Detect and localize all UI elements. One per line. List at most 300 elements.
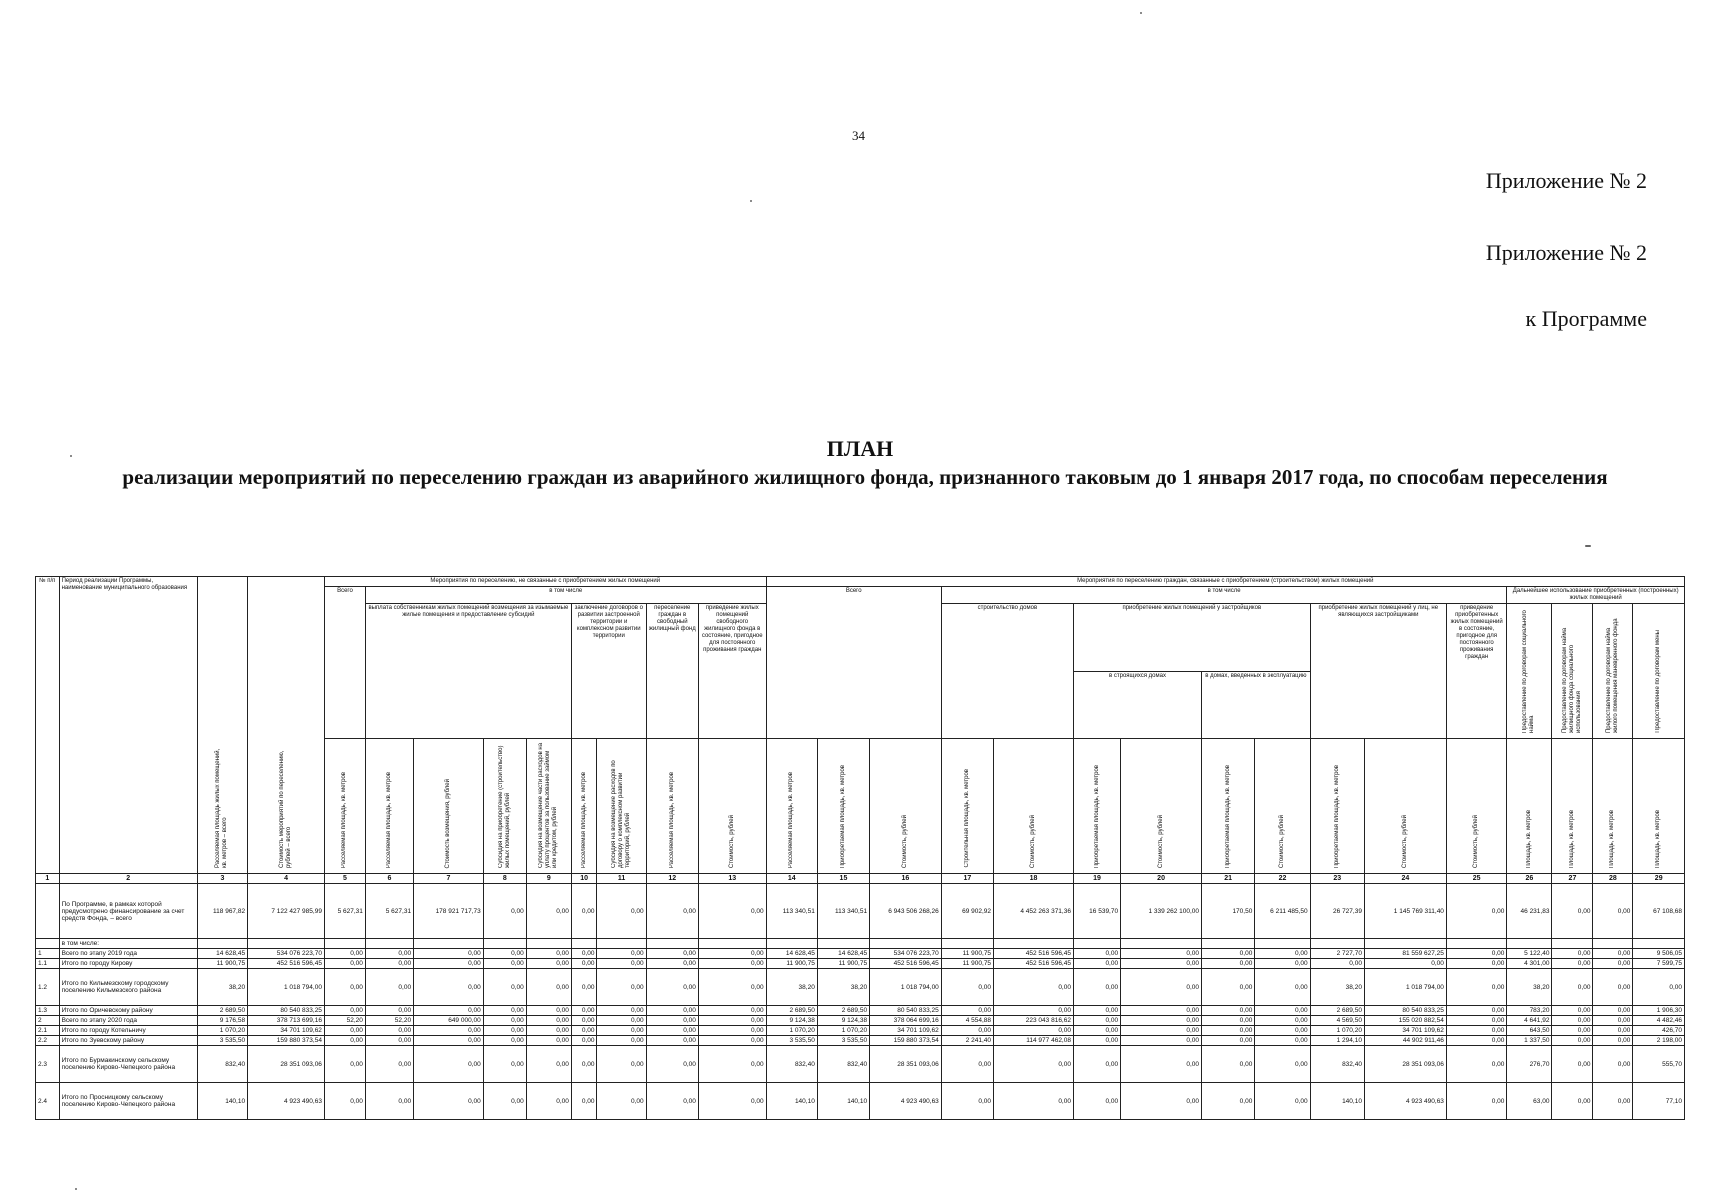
table-cell: 0,00: [597, 884, 646, 939]
table-row: [36, 939, 1685, 949]
table-cell: 0,00: [1255, 1026, 1310, 1036]
table-cell: 0,00: [1552, 1006, 1593, 1016]
table-cell: 0,00: [1593, 969, 1633, 1006]
table-cell: 4 301,00: [1507, 959, 1552, 969]
table-cell: 0,00: [698, 1046, 766, 1083]
table-cell: 0,00: [571, 969, 597, 1006]
table-cell: 0,00: [483, 1016, 526, 1026]
table-cell: 9 124,38: [766, 1016, 817, 1026]
table-cell: 0,00: [597, 1006, 646, 1016]
table-cell: 67 108,68: [1633, 884, 1685, 939]
table-cell: 0,00: [1593, 884, 1633, 939]
table-cell: 69 902,92: [941, 884, 993, 939]
table-cell: 0,00: [1552, 1036, 1593, 1046]
table-cell: [1364, 939, 1446, 949]
table-row: [36, 1016, 1685, 1026]
document-title: ПЛАН: [826, 436, 894, 461]
table-cell: 6 943 506 268,26: [870, 884, 942, 939]
table-cell: 643,50: [1507, 1026, 1552, 1036]
table-cell: 0,00: [1552, 1046, 1593, 1083]
table-cell: 0,00: [571, 1006, 597, 1016]
table-row: [36, 1006, 1685, 1016]
table-cell: [1121, 939, 1202, 949]
scan-speck: [1585, 545, 1591, 547]
table-cell: 46 231,83: [1507, 884, 1552, 939]
appendix-line-2: Приложение № 2: [1485, 240, 1647, 265]
column-number: 6: [365, 874, 413, 884]
column-number: 12: [646, 874, 698, 884]
table-cell: 0,00: [698, 1016, 766, 1026]
scan-speck: [1140, 12, 1142, 14]
table-cell: 0,00: [1552, 1026, 1593, 1036]
table-cell: 0,00: [1121, 1036, 1202, 1046]
table-cell: 555,70: [1633, 1046, 1685, 1083]
column-number: 15: [817, 874, 869, 884]
col-25-header: Стоимость, рублей: [1446, 739, 1506, 874]
col-27-header: Площадь, кв. метров: [1552, 739, 1593, 874]
table-cell: 649 000,00: [414, 1016, 484, 1026]
table-cell: 0,00: [1446, 1026, 1506, 1036]
table-cell: 0,00: [646, 1006, 698, 1016]
table-row: [36, 959, 1685, 969]
table-cell: [1255, 939, 1310, 949]
header-a-incl: в том числе: [365, 587, 766, 604]
row-name: Итого по Бурмакинскому сельскому поселению Кирово-Чепецкого района: [59, 1046, 197, 1083]
table-cell: 0,00: [1446, 1046, 1506, 1083]
table-cell: 0,00: [1593, 949, 1633, 959]
table-cell: 0,00: [526, 1036, 571, 1046]
header-period: Период реализации Программы, наименование муниципального образования: [59, 577, 197, 874]
table-cell: 4 923 490,63: [1364, 1083, 1446, 1120]
row-name: Итого по Кильмезскому городскому поселению Кильмезского района: [59, 969, 197, 1006]
table-cell: 0,00: [526, 969, 571, 1006]
table-cell: 0,00: [414, 1036, 484, 1046]
table-cell: 140,10: [197, 1083, 247, 1120]
table-cell: 0,00: [698, 949, 766, 959]
table-cell: 3 535,50: [766, 1036, 817, 1046]
table-cell: 38,20: [766, 969, 817, 1006]
header-b-total: Всего: [766, 587, 941, 739]
header-group-a: Мероприятия по переселению, не связанные с приобретением жилых помещений: [324, 577, 766, 587]
table-cell: 2 689,50: [1310, 1006, 1364, 1016]
table-cell: 0,00: [483, 969, 526, 1006]
table-cell: 1 906,30: [1633, 1006, 1685, 1016]
table-cell: 0,00: [324, 959, 365, 969]
table-cell: 7 122 427 985,99: [248, 884, 325, 939]
table-cell: [1633, 939, 1685, 949]
table-cell: [646, 939, 698, 949]
column-number: 20: [1121, 874, 1202, 884]
header-b-dev: приобретение жилых помещений у застройщиков: [1073, 604, 1310, 672]
table-cell: 0,00: [571, 1083, 597, 1120]
column-number: 10: [571, 874, 597, 884]
table-cell: 11 900,75: [197, 959, 247, 969]
table-cell: 0,00: [526, 1083, 571, 1120]
table-cell: 0,00: [526, 1046, 571, 1083]
header-a-move: переселение граждан в свободный жилищный фонд: [646, 604, 698, 739]
table-cell: [1446, 939, 1506, 949]
table-cell: 1 018 794,00: [870, 969, 942, 1006]
table-cell: 0,00: [646, 1026, 698, 1036]
appendix-line-1: Приложение № 2: [1485, 168, 1647, 193]
col-16-header: Стоимость, рублей: [870, 739, 942, 874]
table-cell: 44 902 911,46: [1364, 1036, 1446, 1046]
scan-speck: [70, 455, 72, 457]
table-cell: 155 020 882,54: [1364, 1016, 1446, 1026]
table-cell: 0,00: [597, 1016, 646, 1026]
table-cell: 0,00: [1121, 1016, 1202, 1026]
column-number: 16: [870, 874, 942, 884]
table-row: [36, 1046, 1685, 1083]
table-cell: 0,00: [1593, 1006, 1633, 1016]
row-name: Итого по городу Кирову: [59, 959, 197, 969]
col-29-header: Площадь, кв. метров: [1633, 739, 1685, 874]
row-name: Итого по Зуевскому району: [59, 1036, 197, 1046]
table-cell: 0,00: [698, 1083, 766, 1120]
table-cell: 140,10: [817, 1083, 869, 1120]
table-cell: 38,20: [817, 969, 869, 1006]
table-cell: [526, 939, 571, 949]
table-cell: 832,40: [1310, 1046, 1364, 1083]
table-cell: 0,00: [1073, 1006, 1120, 1016]
table-cell: [1552, 939, 1593, 949]
row-name: Итого по Просницкому сельскому поселению Кирово-Чепецкого района: [59, 1083, 197, 1120]
table-cell: 0,00: [414, 1026, 484, 1036]
col-23-header: Приобретаемая площадь, кв. метров: [1310, 739, 1364, 874]
table-cell: 3 535,50: [817, 1036, 869, 1046]
table-cell: 9 506,05: [1633, 949, 1685, 959]
table-cell: [365, 939, 413, 949]
table-cell: 0,00: [1073, 1083, 1120, 1120]
table-cell: 0,00: [1552, 1083, 1593, 1120]
column-number: 2: [59, 874, 197, 884]
table-cell: 1 018 794,00: [1364, 969, 1446, 1006]
table-cell: 0,00: [414, 959, 484, 969]
table-cell: [324, 939, 365, 949]
table-cell: 0,00: [483, 1083, 526, 1120]
header-a-payout: выплата собственникам жилых помещений возмещения за изымаемые жилые помещения и предоставление субсидий: [365, 604, 571, 739]
table-cell: 0,00: [1202, 1083, 1255, 1120]
table-cell: 118 967,82: [197, 884, 247, 939]
table-cell: 5 627,31: [324, 884, 365, 939]
table-cell: 0,00: [1552, 884, 1593, 939]
table-cell: 0,00: [324, 1036, 365, 1046]
column-number: 28: [1593, 874, 1633, 884]
table-cell: 0,00: [324, 1006, 365, 1016]
table-cell: [1202, 939, 1255, 949]
table-cell: 0,00: [597, 969, 646, 1006]
table-cell: 0,00: [1593, 1083, 1633, 1120]
table-cell: 0,00: [571, 949, 597, 959]
table-cell: 0,00: [483, 1036, 526, 1046]
table-row: [36, 1036, 1685, 1046]
table-cell: 0,00: [1593, 1026, 1633, 1036]
col-28-header: Площадь, кв. метров: [1593, 739, 1633, 874]
table-cell: 0,00: [1121, 1046, 1202, 1083]
table-cell: 452 516 596,45: [994, 949, 1074, 959]
table-cell: 452 516 596,45: [870, 959, 942, 969]
table-cell: 0,00: [324, 969, 365, 1006]
table-cell: 28 351 093,06: [1364, 1046, 1446, 1083]
table-cell: 38,20: [1507, 969, 1552, 1006]
table-cell: 1 145 769 311,40: [1364, 884, 1446, 939]
table-cell: 5 627,31: [365, 884, 413, 939]
table-cell: [414, 939, 484, 949]
column-number: 25: [1446, 874, 1506, 884]
table-cell: 38,20: [1310, 969, 1364, 1006]
table-cell: 0,00: [1202, 1046, 1255, 1083]
table-cell: [248, 939, 325, 949]
table-cell: 1 070,20: [197, 1026, 247, 1036]
table-cell: 0,00: [646, 1046, 698, 1083]
table-cell: 0,00: [1073, 1026, 1120, 1036]
table-cell: 4 482,46: [1633, 1016, 1685, 1026]
table-cell: 0,00: [698, 884, 766, 939]
table-cell: 0,00: [1202, 1006, 1255, 1016]
table-cell: 0,00: [1073, 1046, 1120, 1083]
column-number: 24: [1364, 874, 1446, 884]
table-cell: 0,00: [1073, 959, 1120, 969]
col-6-header: Расселяемая площадь, кв. метров: [365, 739, 413, 874]
table-cell: 28 351 093,06: [870, 1046, 942, 1083]
table-cell: 0,00: [483, 1006, 526, 1016]
table-cell: 0,00: [483, 959, 526, 969]
table-cell: 0,00: [646, 1083, 698, 1120]
table-cell: 2 198,00: [1633, 1036, 1685, 1046]
table-cell: 9 176,58: [197, 1016, 247, 1026]
col-21-header: Приобретаемая площадь, кв. метров: [1202, 739, 1255, 874]
row-number: [36, 884, 60, 939]
col-12-header: Расселяемая площадь, кв. метров: [646, 739, 698, 874]
table-cell: 0,00: [1255, 959, 1310, 969]
table-cell: 11 900,75: [766, 959, 817, 969]
col-20-header: Стоимость, рублей: [1121, 739, 1202, 874]
table-cell: 0,00: [365, 1046, 413, 1083]
table-cell: 0,00: [1593, 1016, 1633, 1026]
col-18-header: Стоимость, рублей: [994, 739, 1074, 874]
table-cell: 0,00: [324, 1046, 365, 1083]
plan-table: [35, 576, 1685, 1120]
table-cell: 0,00: [941, 1006, 993, 1016]
column-number: 29: [1633, 874, 1685, 884]
column-number: 18: [994, 874, 1074, 884]
table-cell: 0,00: [1202, 949, 1255, 959]
table-cell: [1593, 939, 1633, 949]
col-22-header: Стоимость, рублей: [1255, 739, 1310, 874]
table-cell: 0,00: [483, 1046, 526, 1083]
table-cell: 223 043 816,62: [994, 1016, 1074, 1026]
header-b-use: Дальнейшее использование приобретенных (построенных) жилых помещений: [1507, 587, 1685, 604]
header-use-social-fund: Предоставление по договорам найма жилищного фонда социального использования: [1552, 604, 1593, 739]
table-cell: 0,00: [526, 949, 571, 959]
table-cell: [698, 939, 766, 949]
table-cell: 113 340,51: [817, 884, 869, 939]
table-cell: 0,00: [571, 1016, 597, 1026]
table-cell: 140,10: [766, 1083, 817, 1120]
table-cell: 0,00: [571, 884, 597, 939]
header-b-dev-build: в строящихся домах: [1073, 671, 1201, 739]
table-cell: 0,00: [1446, 1006, 1506, 1016]
header-cost-total: Стоимость мероприятий по переселению, рублей – всего: [248, 577, 325, 874]
col-14-header: Расселяемая площадь, кв. метров: [766, 739, 817, 874]
row-number: 1.2: [36, 969, 60, 1006]
table-cell: 0,00: [365, 1083, 413, 1120]
table-cell: 378 713 699,16: [248, 1016, 325, 1026]
table-cell: 16 539,70: [1073, 884, 1120, 939]
col-26-header: Площадь, кв. метров: [1507, 739, 1552, 874]
table-cell: 4 641,92: [1507, 1016, 1552, 1026]
row-number: 1.1: [36, 959, 60, 969]
header-group-b: Мероприятия по переселению граждан, связанные с приобретением (строительством) жилых помещений: [766, 577, 1684, 587]
col-8-header: Субсидия на приобретение (строительство) жилых помещений, рублей: [483, 739, 526, 874]
column-number: 17: [941, 874, 993, 884]
table-cell: 11 900,75: [941, 949, 993, 959]
table-cell: 2 689,50: [197, 1006, 247, 1016]
table-cell: 52,20: [324, 1016, 365, 1026]
header-area-total: Расселяемая площадь жилых помещений, кв. метров – всего: [197, 577, 247, 874]
table-cell: 0,00: [1121, 1026, 1202, 1036]
col-10-header: Расселяемая площадь, кв. метров: [571, 739, 597, 874]
table-row: [36, 949, 1685, 959]
table-cell: 178 921 717,73: [414, 884, 484, 939]
table-cell: 0,00: [526, 1006, 571, 1016]
table-cell: 0,00: [646, 959, 698, 969]
row-name: Всего по этапу 2019 года: [59, 949, 197, 959]
table-cell: 0,00: [526, 1016, 571, 1026]
table-row: [36, 1026, 1685, 1036]
table-cell: 0,00: [994, 1083, 1074, 1120]
table-cell: 2 689,50: [766, 1006, 817, 1016]
table-cell: 5 122,40: [1507, 949, 1552, 959]
row-name: Итого по городу Котельничу: [59, 1026, 197, 1036]
appendix-line-3: к Программе: [1525, 306, 1647, 331]
table-cell: 0,00: [1552, 949, 1593, 959]
table-cell: 11 900,75: [941, 959, 993, 969]
table-cell: 0,00: [324, 949, 365, 959]
table-cell: 0,00: [941, 1083, 993, 1120]
row-number: [36, 939, 60, 949]
table-row: [36, 1083, 1685, 1120]
table-cell: 0,00: [1255, 949, 1310, 959]
header-b-bring: приведение приобретенных жилых помещений в состояние, пригодное для постоянного проживания граждан: [1446, 604, 1506, 739]
header-b-nondev: приобретение жилых помещений у лиц, не являющихся застройщиками: [1310, 604, 1446, 739]
table-cell: 0,00: [597, 1026, 646, 1036]
table-cell: 0,00: [1446, 959, 1506, 969]
table-cell: 0,00: [526, 1026, 571, 1036]
table-cell: 0,00: [324, 1026, 365, 1036]
column-number: 8: [483, 874, 526, 884]
table-cell: 0,00: [646, 1036, 698, 1046]
header-b-build: строительство домов: [941, 604, 1073, 739]
table-cell: 4 554,88: [941, 1016, 993, 1026]
table-cell: 0,00: [597, 1083, 646, 1120]
table-cell: 0,00: [698, 1006, 766, 1016]
table-cell: 0,00: [1255, 1083, 1310, 1120]
table-cell: 0,00: [646, 969, 698, 1006]
table-cell: 14 628,45: [197, 949, 247, 959]
table-cell: 783,20: [1507, 1006, 1552, 1016]
table-cell: 832,40: [766, 1046, 817, 1083]
table-cell: 81 559 627,25: [1364, 949, 1446, 959]
table-cell: [1310, 939, 1364, 949]
row-number: 2.4: [36, 1083, 60, 1120]
table-cell: 0,00: [1446, 1036, 1506, 1046]
table-cell: 0,00: [994, 1006, 1074, 1016]
table-cell: 0,00: [1552, 1016, 1593, 1026]
table-cell: 0,00: [1255, 1006, 1310, 1016]
row-name: По Программе, в рамках которой предусмотрено финансирование за счет средств Фонда, – всего: [59, 884, 197, 939]
scan-speck: [750, 200, 752, 202]
table-cell: 534 076 223,70: [870, 949, 942, 959]
table-cell: 0,00: [1255, 1016, 1310, 1026]
table-cell: 378 064 699,16: [870, 1016, 942, 1026]
table-cell: 1 339 262 100,00: [1121, 884, 1202, 939]
table-cell: 1 018 794,00: [248, 969, 325, 1006]
table-cell: [994, 939, 1074, 949]
table-cell: 0,00: [1446, 1083, 1506, 1120]
table-cell: 0,00: [698, 959, 766, 969]
table-cell: 832,40: [817, 1046, 869, 1083]
table-cell: [571, 939, 597, 949]
table-cell: 2 727,70: [1310, 949, 1364, 959]
table-cell: [1073, 939, 1120, 949]
table-cell: 0,00: [941, 1026, 993, 1036]
table-cell: 832,40: [197, 1046, 247, 1083]
header-use-social: Предоставление по договорам социального найма: [1507, 604, 1552, 739]
table-cell: 0,00: [414, 1006, 484, 1016]
table-cell: 0,00: [483, 884, 526, 939]
column-number-row: [36, 874, 1685, 884]
table-cell: 0,00: [1202, 959, 1255, 969]
table-cell: 38,20: [197, 969, 247, 1006]
table-cell: 7 599,75: [1633, 959, 1685, 969]
column-number: 13: [698, 874, 766, 884]
table-cell: 1 070,20: [1310, 1026, 1364, 1036]
table-cell: 0,00: [1121, 1083, 1202, 1120]
table-cell: 0,00: [1121, 959, 1202, 969]
table-cell: 0,00: [1202, 1016, 1255, 1026]
table-cell: 11 900,75: [817, 959, 869, 969]
row-number: 1.3: [36, 1006, 60, 1016]
table-cell: 0,00: [994, 1046, 1074, 1083]
table-row: [36, 969, 1685, 1006]
table-cell: 0,00: [597, 1046, 646, 1083]
table-cell: 0,00: [597, 959, 646, 969]
table-cell: 63,00: [1507, 1083, 1552, 1120]
table-cell: 0,00: [1552, 969, 1593, 1006]
table-cell: 6 211 485,50: [1255, 884, 1310, 939]
table-cell: 0,00: [941, 1046, 993, 1083]
col-15-header: Приобретаемая площадь, кв. метров: [817, 739, 869, 874]
table-cell: 452 516 596,45: [248, 959, 325, 969]
col-17-header: Строительная площадь, кв. метров: [941, 739, 993, 874]
table-cell: 0,00: [1073, 949, 1120, 959]
table-cell: 0,00: [1446, 884, 1506, 939]
table-cell: 0,00: [571, 959, 597, 969]
header-a-contract: заключение договоров о развитии застроенной территории и комплексном развитии территории: [571, 604, 646, 739]
table-cell: [483, 939, 526, 949]
table-cell: 0,00: [1593, 1046, 1633, 1083]
table-cell: 3 535,50: [197, 1036, 247, 1046]
row-number: 2: [36, 1016, 60, 1026]
table-cell: 0,00: [483, 949, 526, 959]
table-cell: 0,00: [526, 884, 571, 939]
table-cell: 0,00: [483, 1026, 526, 1036]
row-name: в том числе:: [59, 939, 197, 949]
column-number: 5: [324, 874, 365, 884]
header-a-total: Всего: [324, 587, 365, 739]
table-cell: 0,00: [1255, 969, 1310, 1006]
